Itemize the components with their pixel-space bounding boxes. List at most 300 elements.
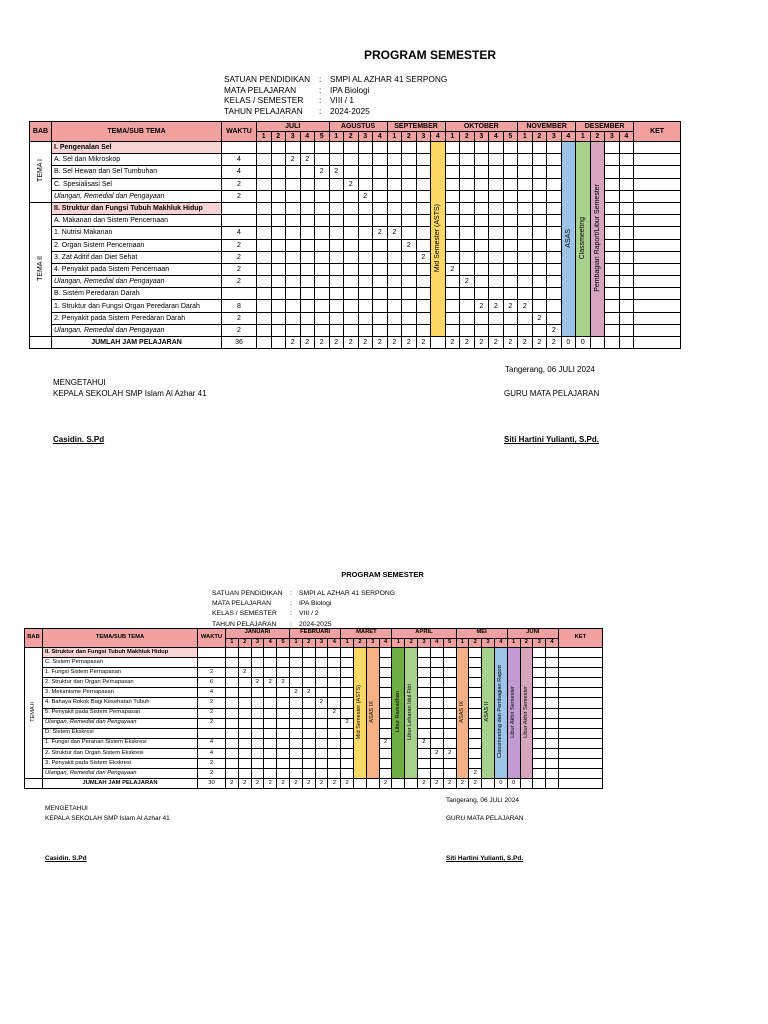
mid-semester-column [354, 648, 367, 779]
week-cell [443, 759, 456, 769]
week-cell [387, 190, 402, 202]
ket-cell [558, 728, 602, 738]
header-month: OKTOBER [445, 122, 518, 132]
header-week: 5 [277, 638, 290, 648]
bab-label: TEMA II [29, 701, 36, 722]
total-week-cell: 2 [341, 779, 354, 789]
week-cell [547, 276, 562, 288]
waktu-cell: 2 [198, 718, 226, 728]
week-cell [474, 190, 489, 202]
week-cell [605, 178, 620, 190]
total-week-cell: 0 [576, 337, 591, 349]
week-cell [315, 678, 328, 688]
week-cell [619, 215, 634, 227]
week-cell [238, 658, 251, 668]
tema-cell: 2. Struktur dan Organ Sistem Ekskresi [43, 748, 198, 758]
week-cell [329, 239, 344, 251]
total-row [30, 337, 681, 349]
total-waktu: 36 [222, 337, 257, 349]
week-cell [546, 759, 559, 769]
week-cell [315, 668, 328, 678]
header-month: DESEMBER [576, 122, 634, 132]
ket-cell [558, 688, 602, 698]
week-cell [532, 300, 547, 312]
week-cell [430, 769, 443, 779]
week-cell [251, 728, 264, 738]
week-cell [238, 688, 251, 698]
week-cell [619, 202, 634, 214]
week-cell [329, 178, 344, 190]
tema-cell: 3. Penyakit pada Sistem Ekskresi [43, 759, 198, 769]
waktu-cell: 2 [198, 759, 226, 769]
week-cell [286, 227, 301, 239]
header-week: 1 [341, 638, 354, 648]
info-value: SMPI AL AZHAR 41 SERPONG [299, 590, 396, 597]
week-cell [315, 728, 328, 738]
week-cell [605, 142, 620, 154]
week-cell [532, 324, 547, 336]
week-cell [605, 190, 620, 202]
waktu-cell [198, 658, 226, 668]
week-cell [489, 276, 504, 288]
week-cell [329, 312, 344, 324]
week-cell [416, 154, 431, 166]
week-cell [532, 166, 547, 178]
tema-cell: A. Sel dan Mikroskop [52, 154, 222, 166]
ket-cell [558, 738, 602, 748]
week-cell [474, 166, 489, 178]
info-label: KELAS / SEMESTER [212, 610, 277, 618]
week-cell [271, 215, 286, 227]
ket-cell [634, 251, 681, 263]
week-cell [277, 668, 290, 678]
week-cell [418, 678, 431, 688]
week-cell: 2 [474, 300, 489, 312]
header-week: 3 [418, 638, 431, 648]
week-cell [328, 728, 341, 738]
header-week: 4 [619, 132, 634, 142]
header-week: 2 [402, 132, 417, 142]
week-cell [328, 738, 341, 748]
week-cell [474, 324, 489, 336]
info-value: SMPI AL AZHAR 41 SERPONG [330, 74, 448, 84]
ket-cell [634, 324, 681, 336]
week-cell [469, 668, 482, 678]
waktu-cell [222, 288, 257, 300]
week-cell [286, 300, 301, 312]
week-cell [379, 668, 392, 678]
header-row [25, 629, 603, 639]
total-week-cell [482, 779, 495, 789]
total-week-cell: 2 [379, 779, 392, 789]
week-cell [503, 263, 518, 275]
week-cell [257, 300, 272, 312]
doc2-guru-name: Siti Hartini Yulianti, S.Pd. [446, 855, 524, 862]
week-cell [238, 718, 251, 728]
week-cell [271, 166, 286, 178]
week-cell [547, 142, 562, 154]
week-cell [373, 178, 388, 190]
week-cell [418, 688, 431, 698]
doc1-schedule-table [29, 121, 681, 349]
week-cell: 2 [503, 300, 518, 312]
week-cell [290, 769, 303, 779]
week-cell [251, 738, 264, 748]
tema-cell: Ulangan, Remedial dan Pengayaan [52, 276, 222, 288]
week-cell: 2 [290, 688, 303, 698]
tema-cell: 2. Struktur dan Organ Pernapasan [43, 678, 198, 688]
week-cell [300, 202, 315, 214]
tema-cell: Ulangan, Remedial dan Pengayaan [52, 324, 222, 336]
total-week-cell: 2 [456, 779, 469, 789]
ket-cell [634, 142, 681, 154]
tema-cell: Ulangan, Remedial dan Pengayaan [52, 190, 222, 202]
week-cell [277, 718, 290, 728]
week-cell [264, 769, 277, 779]
week-cell [271, 276, 286, 288]
ket-cell [634, 288, 681, 300]
week-cell [286, 202, 301, 214]
week-cell [226, 658, 239, 668]
week-cell [271, 202, 286, 214]
week-cell [469, 718, 482, 728]
week-cell [387, 166, 402, 178]
week-cell [503, 215, 518, 227]
week-cell [518, 154, 533, 166]
info-label: SATUAN PENDIDIKAN [224, 74, 311, 84]
week-cell [379, 648, 392, 658]
week-cell [605, 202, 620, 214]
total-week-cell [431, 337, 446, 349]
week-cell [445, 178, 460, 190]
week-cell [489, 178, 504, 190]
header-week: 1 [257, 132, 272, 142]
header-week: 2 [469, 638, 482, 648]
week-cell: 2 [286, 154, 301, 166]
week-cell [474, 239, 489, 251]
week-cell [416, 178, 431, 190]
week-cell [489, 142, 504, 154]
week-cell [605, 288, 620, 300]
week-cell [341, 738, 354, 748]
header-week: 2 [302, 638, 315, 648]
week-cell: 2 [416, 251, 431, 263]
header-week: 3 [547, 132, 562, 142]
week-cell [251, 648, 264, 658]
week-cell [344, 251, 359, 263]
week-cell [300, 142, 315, 154]
week-cell [546, 769, 559, 779]
week-cell [290, 668, 303, 678]
week-cell [430, 648, 443, 658]
total-week-cell: 2 [518, 337, 533, 349]
week-cell [373, 324, 388, 336]
mid-semester-column-label: Mid Semester (ASTS) [434, 203, 442, 273]
week-cell [445, 166, 460, 178]
total-week-cell [257, 337, 272, 349]
total-week-cell [590, 337, 605, 349]
week-cell [251, 668, 264, 678]
week-cell [533, 658, 546, 668]
week-cell [533, 678, 546, 688]
week-cell [416, 324, 431, 336]
week-cell [373, 251, 388, 263]
week-cell [460, 239, 475, 251]
week-cell [460, 324, 475, 336]
week-cell [328, 658, 341, 668]
total-ket-cell [558, 779, 602, 789]
week-cell [605, 263, 620, 275]
header-week: 1 [226, 638, 239, 648]
week-cell [290, 738, 303, 748]
week-cell [416, 300, 431, 312]
week-cell [489, 202, 504, 214]
week-cell [358, 300, 373, 312]
week-cell [315, 312, 330, 324]
week-cell [605, 227, 620, 239]
tema-cell: A. Makanan dan Sistem Pencernaan [52, 215, 222, 227]
week-cell [489, 251, 504, 263]
week-cell [315, 738, 328, 748]
week-cell [238, 708, 251, 718]
week-cell [460, 251, 475, 263]
total-week-cell: 2 [373, 337, 388, 349]
week-cell [373, 190, 388, 202]
waktu-cell: 2 [222, 276, 257, 288]
week-cell [379, 718, 392, 728]
week-cell [443, 769, 456, 779]
header-week: 2 [344, 132, 359, 142]
waktu-cell: 4 [222, 166, 257, 178]
header-month: JUNI [507, 629, 558, 639]
week-cell [264, 668, 277, 678]
week-cell [315, 276, 330, 288]
doc1-kepala-name: Casidin. S.Pd [53, 435, 105, 444]
header-month: AGUSTUS [329, 122, 387, 132]
week-cell [315, 251, 330, 263]
week-cell [418, 708, 431, 718]
week-cell [445, 154, 460, 166]
week-cell [315, 759, 328, 769]
week-cell [443, 658, 456, 668]
total-week-cell: 2 [460, 337, 475, 349]
week-cell [341, 648, 354, 658]
week-cell [546, 708, 559, 718]
tema-cell: 5. Penyakit pada Sistem Pernapasan [43, 708, 198, 718]
week-cell [328, 698, 341, 708]
total-week-cell: 2 [302, 779, 315, 789]
week-cell [619, 227, 634, 239]
asas-ii-column [482, 648, 495, 779]
week-cell: 2 [302, 688, 315, 698]
total-week-cell [619, 337, 634, 349]
doc1-guru-name: Siti Hartini Yulianti, S.Pd. [504, 435, 599, 444]
week-cell [402, 312, 417, 324]
week-cell [489, 288, 504, 300]
ket-cell [558, 698, 602, 708]
week-cell [546, 678, 559, 688]
week-cell [474, 154, 489, 166]
week-cell: 2 [344, 178, 359, 190]
week-cell: 2 [547, 324, 562, 336]
week-cell [402, 227, 417, 239]
week-cell [329, 142, 344, 154]
week-cell [226, 668, 239, 678]
week-cell [300, 227, 315, 239]
week-cell [416, 166, 431, 178]
total-week-cell: 2 [290, 779, 303, 789]
week-cell [290, 678, 303, 688]
week-cell [290, 658, 303, 668]
week-cell [271, 178, 286, 190]
week-cell [328, 769, 341, 779]
week-cell [341, 708, 354, 718]
week-cell [341, 678, 354, 688]
week-cell [251, 688, 264, 698]
week-cell [277, 728, 290, 738]
week-cell [430, 759, 443, 769]
week-cell [533, 728, 546, 738]
week-cell [460, 288, 475, 300]
week-cell [257, 312, 272, 324]
info-label: TAHUN PELAJARAN [224, 105, 303, 116]
header-month: SEPTEMBER [387, 122, 445, 132]
week-cell [379, 708, 392, 718]
tema-cell: B. Sel Hewan dan Sel Tumbuhan [52, 166, 222, 178]
week-cell [532, 227, 547, 239]
week-cell [344, 202, 359, 214]
bab-label: TEMA I [37, 159, 44, 183]
week-cell [329, 300, 344, 312]
week-cell [358, 239, 373, 251]
week-cell [344, 324, 359, 336]
total-week-cell [354, 779, 367, 789]
week-cell [328, 688, 341, 698]
week-cell [430, 698, 443, 708]
week-cell [387, 263, 402, 275]
week-cell [226, 708, 239, 718]
week-cell [474, 178, 489, 190]
week-cell [619, 166, 634, 178]
week-cell: 2 [315, 166, 330, 178]
week-cell [605, 324, 620, 336]
week-cell [379, 688, 392, 698]
week-cell [460, 202, 475, 214]
waktu-cell: 2 [198, 668, 226, 678]
week-cell [503, 288, 518, 300]
week-cell [430, 738, 443, 748]
week-cell [489, 324, 504, 336]
week-cell [373, 166, 388, 178]
waktu-cell: 4 [198, 688, 226, 698]
waktu-cell: 2 [222, 239, 257, 251]
week-cell: 2 [460, 276, 475, 288]
week-cell [402, 263, 417, 275]
week-cell: 2 [329, 166, 344, 178]
week-cell [474, 263, 489, 275]
week-cell [547, 154, 562, 166]
info-label: SATUAN PENDIDIKAN [212, 590, 283, 597]
week-cell [271, 142, 286, 154]
week-cell [315, 288, 330, 300]
info-label: TAHUN PELAJARAN [212, 620, 277, 628]
week-cell [503, 276, 518, 288]
doc1-info: SATUAN PENDIDIKAN : SMPI AL AZHAR 41 SERPONG MATA PELAJARAN : IPA Biologi KELAS / SEMESTER : VIII / 1 TAHUN PELAJARAN : 2024-2025 [224, 74, 448, 116]
week-cell [518, 288, 533, 300]
week-cell [533, 688, 546, 698]
week-cell [402, 251, 417, 263]
week-cell [518, 142, 533, 154]
header-week: 2 [520, 638, 533, 648]
header-week: 3 [533, 638, 546, 648]
info-value: 2024-2025 [299, 620, 332, 628]
total-week-cell: 2 [300, 337, 315, 349]
week-cell [344, 142, 359, 154]
waktu-cell: 6 [198, 678, 226, 688]
week-cell [373, 263, 388, 275]
week-cell [341, 728, 354, 738]
week-cell [489, 166, 504, 178]
week-cell [605, 239, 620, 251]
week-cell [489, 215, 504, 227]
week-cell [315, 300, 330, 312]
week-cell [460, 263, 475, 275]
doc2-guru: GURU MATA PELAJARAN [446, 815, 524, 822]
week-cell [358, 215, 373, 227]
header-waktu: WAKTU [222, 122, 257, 142]
waktu-cell [198, 728, 226, 738]
week-cell [418, 759, 431, 769]
week-cell [226, 688, 239, 698]
week-cell [503, 312, 518, 324]
week-cell [302, 718, 315, 728]
header-tema: TEMA/SUB TEMA [52, 122, 222, 142]
tema-cell: 1. Nutrisi Makanan [52, 227, 222, 239]
week-cell [518, 190, 533, 202]
week-cell [619, 142, 634, 154]
week-cell [373, 300, 388, 312]
total-week-cell: 2 [445, 337, 460, 349]
header-month: FEBRUARI [290, 629, 341, 639]
week-cell [358, 288, 373, 300]
libur-lebaran-column [405, 648, 418, 779]
week-cell [277, 688, 290, 698]
libur-akhir-2-column-label: Libur Akhir Semester [522, 685, 529, 738]
header-week: 3 [474, 132, 489, 142]
doc2-schedule-table [24, 628, 603, 789]
week-cell [445, 276, 460, 288]
header-bab: BAB [30, 122, 52, 142]
week-cell [379, 769, 392, 779]
week-cell [430, 658, 443, 668]
week-cell [445, 288, 460, 300]
waktu-cell: 2 [222, 263, 257, 275]
week-cell [329, 215, 344, 227]
tema-cell: Ulangan, Remedial dan Pengayaan [43, 769, 198, 779]
week-cell [619, 300, 634, 312]
week-cell [264, 718, 277, 728]
week-cell [315, 769, 328, 779]
week-cell: 2 [445, 263, 460, 275]
week-cell [344, 154, 359, 166]
ket-cell [634, 312, 681, 324]
week-cell [387, 202, 402, 214]
week-cell [358, 227, 373, 239]
header-week: 1 [456, 638, 469, 648]
total-ket-cell [634, 337, 681, 349]
header-week: 4 [300, 132, 315, 142]
week-cell [503, 166, 518, 178]
